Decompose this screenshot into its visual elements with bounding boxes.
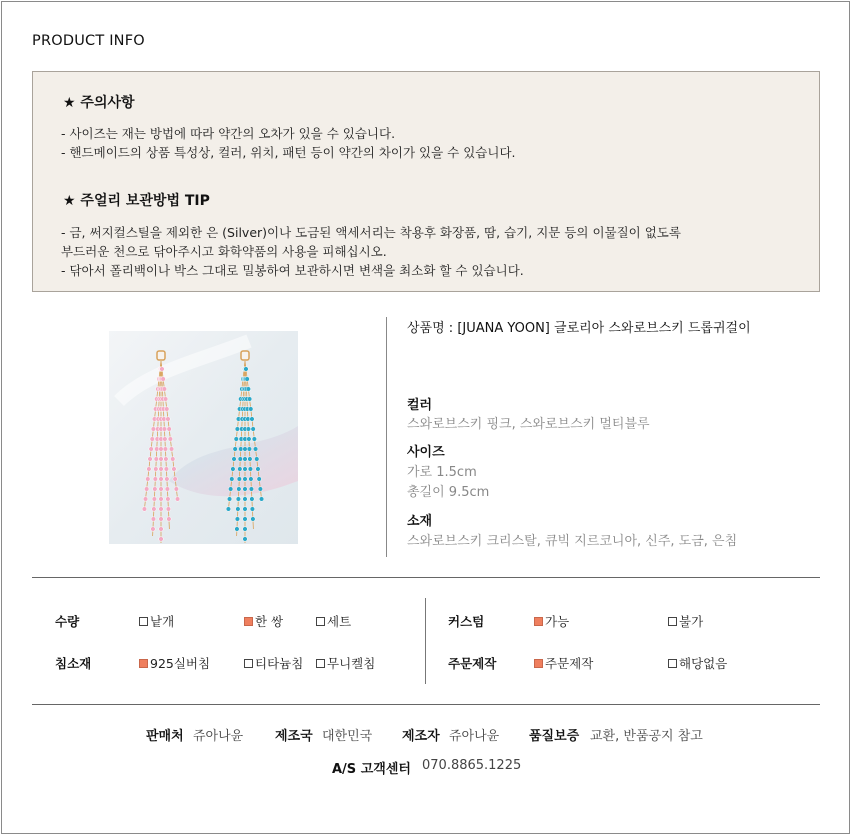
seller-label: 판매처 (146, 729, 184, 744)
pink-earring-crystal (149, 447, 154, 452)
blue-earring-crystal (235, 517, 240, 522)
blue-earring-crystal (259, 497, 264, 502)
pink-earring-crystal (159, 527, 164, 532)
blue-earring-crystal (243, 477, 248, 482)
blue-earring-crystal (251, 427, 256, 432)
notice-box (32, 71, 820, 292)
pink-earring-crystal (167, 427, 172, 432)
pink-earring-crystal (154, 457, 159, 462)
checkbox-icon (534, 659, 543, 668)
pink-earring-crystal (151, 427, 156, 432)
checkbox-icon (668, 617, 677, 626)
blue-earring-crystal (250, 507, 255, 512)
pink-earring-crystal (154, 447, 159, 452)
blue-earring-crystal (246, 427, 251, 432)
as-center-label: A/S 고객센터 (332, 762, 411, 777)
blue-earring-crystal (238, 447, 243, 452)
pink-earring-crystal (172, 467, 177, 472)
checkbox-icon (668, 659, 677, 668)
blue-earring-crystal (245, 377, 250, 382)
pink-earring-crystal (160, 367, 165, 372)
pink-earring-crystal (164, 457, 169, 462)
blue-earring-crystal (251, 517, 256, 522)
checkbox-icon (316, 617, 325, 626)
pink-earring-crystal (152, 497, 157, 502)
pink-earring-crystal (164, 407, 169, 412)
size-value-length: 총길이 9.5cm (407, 485, 490, 500)
pink-earring-crystal (159, 537, 164, 542)
quantity-option-single: 낱개 (139, 612, 174, 630)
quantity-label: 수량 (55, 614, 80, 629)
warranty-label: 품질보증 (529, 729, 580, 744)
pink-earring-crystal (164, 467, 169, 472)
pink-earring-crystal (159, 457, 164, 462)
seller-value: 쥬아나윤 (193, 729, 244, 744)
blue-earring-crystal (249, 487, 254, 492)
blue-earring-crystal (256, 467, 261, 472)
checkbox-icon (139, 659, 148, 668)
pink-earring-crystal (153, 477, 158, 482)
pink-earring-crystal (166, 507, 171, 512)
pink-earring-crystal (159, 487, 164, 492)
country-label: 제조국 (275, 729, 313, 744)
custom-label: 커스텀 (448, 614, 485, 629)
pink-earring-crystal (166, 417, 171, 422)
blue-earring-crystal (247, 447, 252, 452)
made-to-order-option-none: 해당없음 (668, 654, 727, 672)
country-value: 대한민국 (322, 729, 373, 744)
color-value: 스와로브스키 핑크, 스와로브스키 멀티블루 (407, 417, 650, 432)
blue-earring-crystal (244, 367, 249, 372)
pink-earring-crystal (165, 487, 170, 492)
vertical-divider (386, 317, 387, 557)
quantity-option-pair: 한 쌍 (244, 612, 283, 630)
blue-earring-crystal (243, 497, 248, 502)
blue-earring-crystal (243, 457, 248, 462)
pink-earring-crystal (145, 477, 150, 482)
pink-earring-crystal (170, 457, 175, 462)
pink-earring-crystal (167, 517, 172, 522)
pink-earring-crystal (175, 497, 180, 502)
warranty-value: 교환, 반품공지 참고 (590, 729, 703, 744)
blue-earring-crystal (235, 427, 240, 432)
pink-earring-crystal (153, 487, 158, 492)
pink-earring-crystal (163, 447, 168, 452)
blue-earring-crystal (238, 457, 243, 462)
blue-earring-crystal (250, 417, 255, 422)
caution-line: - 핸드메이드의 상품 특성상, 컬러, 위치, 패턴 등이 약간의 차이가 있을 수 있습니다. (61, 145, 516, 160)
blue-earring-crystal (226, 507, 231, 512)
pink-earring-crystal (173, 477, 178, 482)
pink-earring-crystal (163, 397, 168, 402)
maker-label: 제조자 (402, 729, 440, 744)
checkbox-icon (244, 617, 253, 626)
blue-earring-crystal (249, 477, 254, 482)
size-value-width: 가로 1.5cm (407, 465, 477, 480)
blue-earring-crystal (243, 467, 248, 472)
blue-earring-crystal (247, 397, 252, 402)
blue-earring-crystal (258, 487, 263, 492)
needle-option-titanium: 티타늄침 (244, 654, 303, 672)
blue-earring-crystal (257, 477, 262, 482)
color-label: 컬러 (407, 398, 433, 413)
pink-earring-crystal (144, 487, 149, 492)
pink-earring-crystal (163, 437, 168, 442)
blue-earring-crystal (232, 457, 237, 462)
section-divider (32, 577, 820, 578)
blue-earring-crystal (250, 497, 255, 502)
checkbox-icon (534, 617, 543, 626)
pink-earring-crystal (154, 467, 159, 472)
tip-line: - 금, 써지컬스틸을 제외한 은 (Silver)이나 도금된 액세서리는 착용후 화장품, 땀, 습기, 지문 등의 이물질이 없도록 (61, 225, 681, 240)
blue-earring-stud (241, 351, 249, 360)
pink-earring-crystal (151, 517, 156, 522)
tip-title: ★ 주얼리 보관방법 TIP (63, 193, 210, 209)
checkbox-icon (316, 659, 325, 668)
pink-earring-crystal (159, 447, 164, 452)
pink-earring-crystal (161, 377, 166, 382)
blue-earring-crystal (234, 437, 239, 442)
blue-earring-crystal (238, 467, 243, 472)
blue-earring-crystal (243, 537, 248, 542)
pink-earring-crystal (143, 497, 148, 502)
pink-earring-crystal (151, 527, 156, 532)
pink-earring-crystal (162, 387, 167, 392)
blue-earring-crystal (237, 487, 242, 492)
blue-earring-crystal (253, 447, 258, 452)
options-divider (425, 598, 426, 684)
blue-earring-crystal (235, 527, 240, 532)
material-value: 스와로브스키 크리스탈, 큐빅 지르코니아, 신주, 도금, 은침 (407, 534, 738, 549)
pink-earring-crystal (159, 477, 164, 482)
pink-earring-crystal (159, 507, 164, 512)
checkbox-icon (139, 617, 148, 626)
needle-option-nickel-free: 무니켈침 (316, 654, 375, 672)
page-title: PRODUCT INFO (32, 33, 145, 49)
pink-earring-crystal (152, 507, 157, 512)
size-label: 사이즈 (407, 445, 445, 460)
blue-earring-crystal (231, 467, 236, 472)
pink-earring-crystal (147, 467, 152, 472)
blue-earring-crystal (243, 507, 248, 512)
pink-earring-crystal (159, 517, 164, 522)
pink-earring-stud (157, 351, 165, 360)
blue-earring-crystal (243, 517, 248, 522)
product-photo (109, 331, 298, 544)
blue-earring-crystal (246, 387, 251, 392)
checkbox-icon (244, 659, 253, 668)
maker-value: 쥬아나윤 (449, 729, 500, 744)
blue-earring-crystal (236, 507, 241, 512)
blue-earring-crystal (233, 447, 238, 452)
product-name: 상품명 : [JUANA YOON] 글로리아 스와로브스키 드롭귀걸이 (407, 321, 751, 336)
quantity-option-set: 세트 (316, 612, 351, 630)
pink-earring-crystal (166, 497, 171, 502)
pink-earring-crystal (162, 427, 167, 432)
pink-earring-crystal (174, 487, 179, 492)
blue-earring-crystal (229, 477, 234, 482)
custom-option-no: 불가 (668, 612, 703, 630)
blue-earring-crystal (248, 407, 253, 412)
blue-earring-crystal (243, 527, 248, 532)
custom-option-yes: 가능 (534, 612, 569, 630)
pink-earring-crystal (148, 457, 153, 462)
tip-line: 부드러운 천으로 닦아주시고 화학약품의 사용을 피해십시오. (61, 244, 387, 259)
pink-earring-crystal (168, 437, 173, 442)
blue-earring-crystal (243, 487, 248, 492)
blue-earring-crystal (248, 457, 253, 462)
needle-material-label: 침소재 (55, 656, 92, 671)
made-to-order-label: 주문제작 (448, 656, 497, 671)
pink-earring-crystal (165, 477, 170, 482)
blue-earring-crystal (237, 477, 242, 482)
material-label: 소재 (407, 514, 433, 529)
as-center-value: 070.8865.1225 (422, 758, 522, 773)
pink-earring-crystal (159, 497, 164, 502)
pink-earring-crystal (150, 437, 155, 442)
blue-earring-crystal (247, 437, 252, 442)
pink-earring-crystal (169, 447, 174, 452)
blue-earring-crystal (236, 497, 241, 502)
pink-earring-crystal (159, 467, 164, 472)
needle-option-silver: 925실버침 (139, 654, 210, 672)
caution-title: ★ 주의사항 (63, 95, 135, 111)
blue-earring-crystal (254, 457, 259, 462)
blue-earring-crystal (248, 467, 253, 472)
made-to-order-option-yes: 주문제작 (534, 654, 593, 672)
tip-line: - 닦아서 폴리백이나 박스 그대로 밀봉하여 보관하시면 변색을 최소화 할 수 있습니다. (61, 263, 524, 278)
section-divider (32, 704, 820, 705)
pink-earring-crystal (142, 507, 147, 512)
caution-line: - 사이즈는 재는 방법에 따라 약간의 오차가 있을 수 있습니다. (61, 126, 396, 141)
blue-earring-crystal (243, 447, 248, 452)
blue-earring-crystal (228, 487, 233, 492)
blue-earring-crystal (252, 437, 257, 442)
blue-earring-crystal (227, 497, 232, 502)
